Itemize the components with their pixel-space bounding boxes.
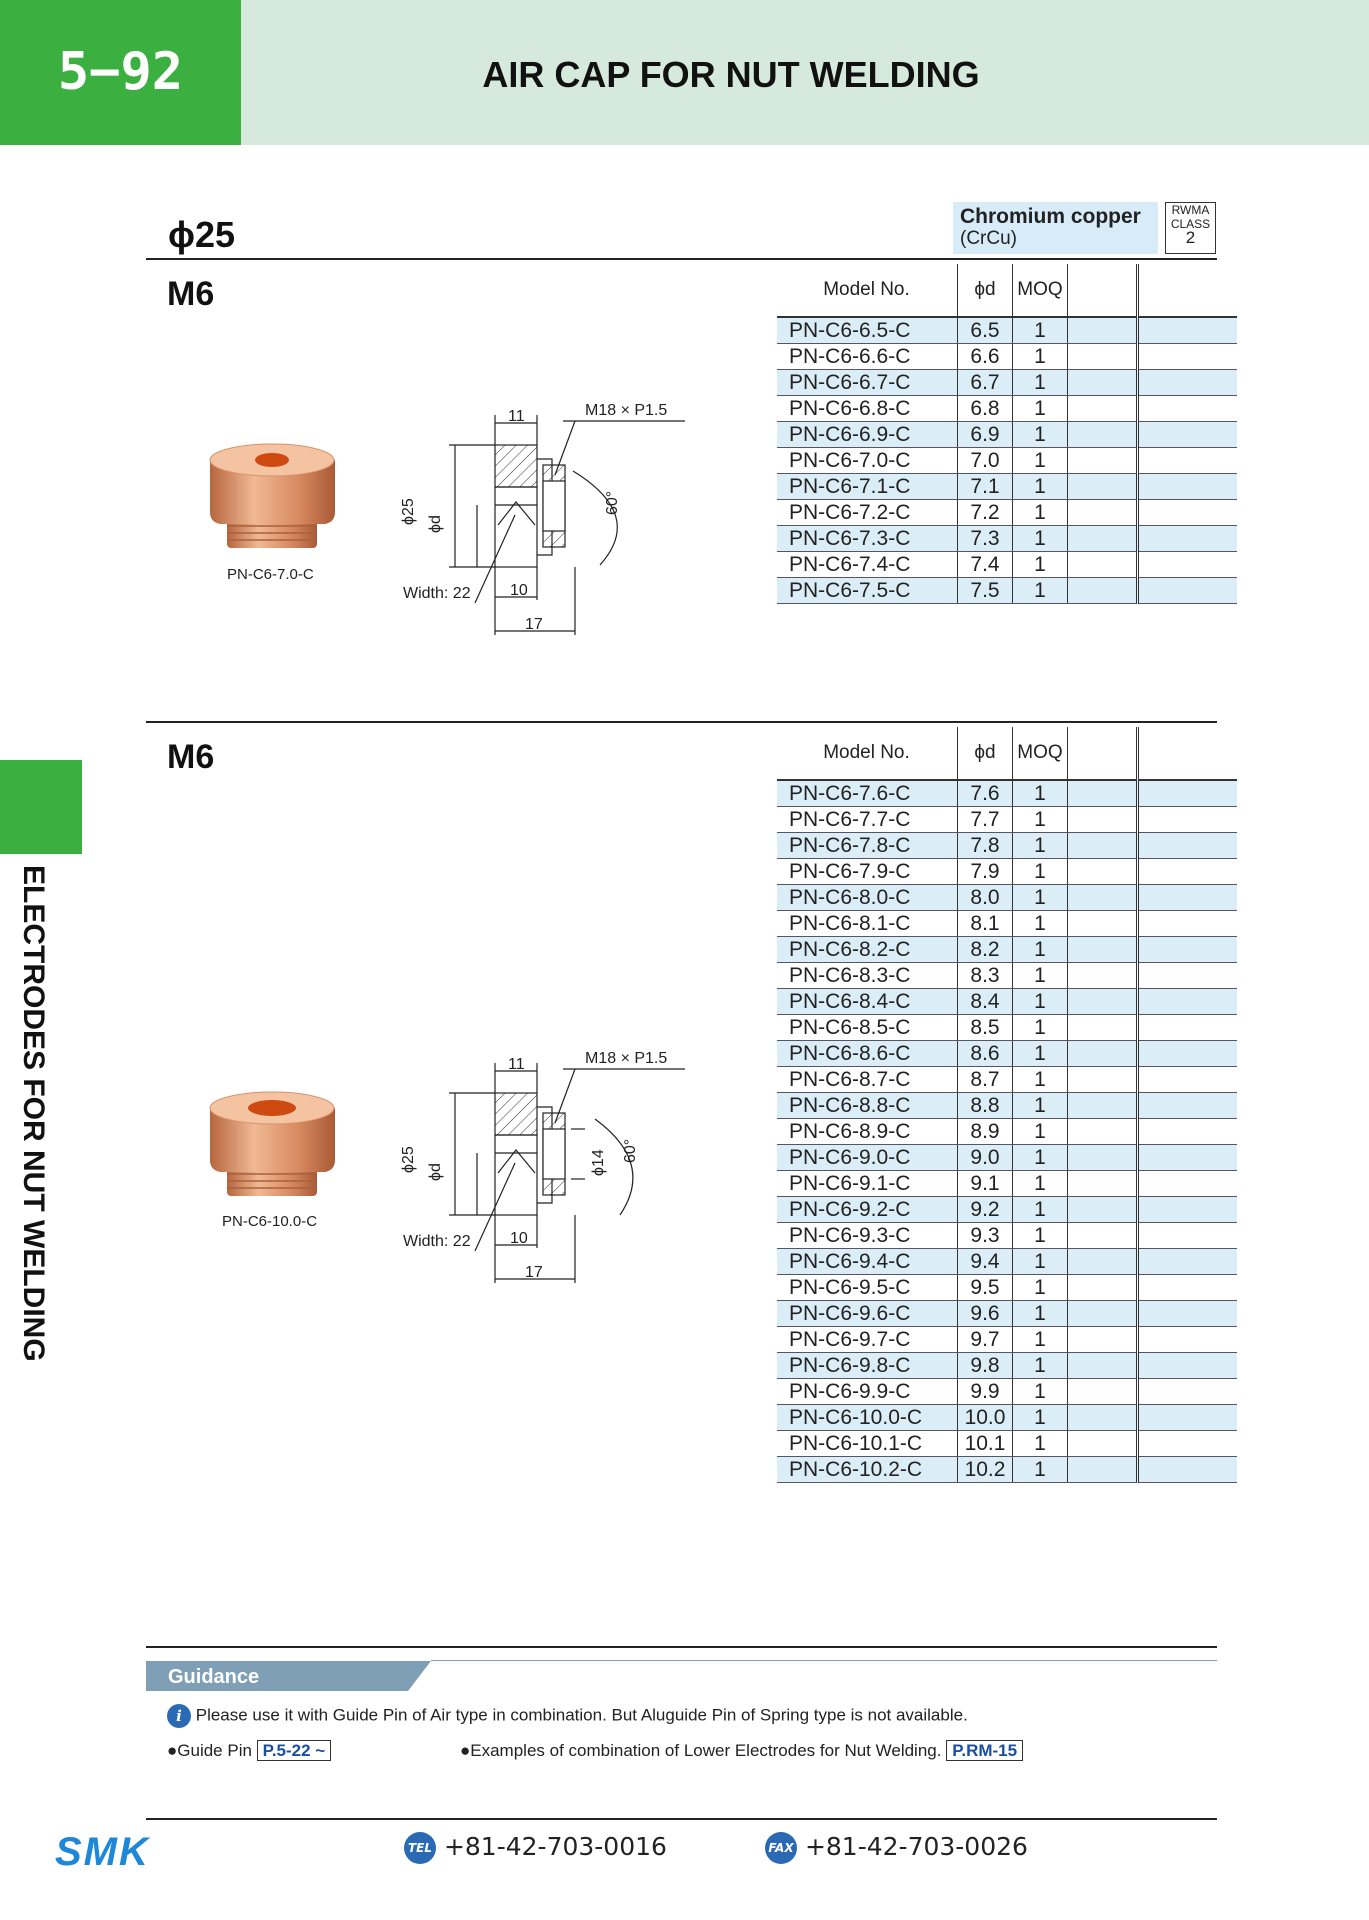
empty-cell — [1138, 1145, 1238, 1171]
empty-cell — [1138, 1405, 1238, 1431]
empty-cell — [1068, 780, 1138, 807]
table-row — [777, 1405, 1237, 1431]
empty-cell — [1138, 1197, 1238, 1223]
guidance-note — [167, 1704, 968, 1728]
model-cell: PN-C6-7.5-C — [777, 578, 958, 604]
side-tab-label: ELECTRODES FOR NUT WELDING — [17, 865, 50, 1362]
empty-cell — [1068, 317, 1138, 344]
empty-cell — [1068, 422, 1138, 448]
spec-table-1 — [777, 264, 1237, 604]
empty-cell — [1138, 911, 1238, 937]
moq-cell: 1 — [1013, 1405, 1068, 1431]
dim-inner-dia: ϕd — [427, 515, 444, 533]
model-cell: PN-C6-6.6-C — [777, 344, 958, 370]
moq-cell: 1 — [1013, 370, 1068, 396]
moq-cell: 1 — [1013, 1145, 1068, 1171]
dim-10: 10 — [510, 582, 528, 599]
model-cell: PN-C6-8.9-C — [777, 1119, 958, 1145]
empty-cell — [1138, 833, 1238, 859]
table-row — [777, 1145, 1237, 1171]
footer-tel — [404, 1832, 667, 1864]
table-row — [777, 578, 1237, 604]
table-row — [777, 1041, 1237, 1067]
model-cell: PN-C6-10.0-C — [777, 1405, 958, 1431]
empty-cell — [1068, 526, 1138, 552]
diameter-cell: 9.3 — [958, 1223, 1013, 1249]
empty-cell — [1138, 344, 1238, 370]
moq-cell: 1 — [1013, 1301, 1068, 1327]
empty-cell — [1068, 833, 1138, 859]
model-cell: PN-C6-7.2-C — [777, 500, 958, 526]
empty-cell — [1068, 1093, 1138, 1119]
model-cell: PN-C6-9.5-C — [777, 1275, 958, 1301]
diameter-cell: 8.2 — [958, 937, 1013, 963]
empty-cell — [1068, 448, 1138, 474]
empty-cell — [1068, 1197, 1138, 1223]
moq-cell: 1 — [1013, 1015, 1068, 1041]
empty-cell — [1138, 1275, 1238, 1301]
empty-cell — [1138, 963, 1238, 989]
page-title: AIR CAP FOR NUT WELDING — [482, 54, 980, 95]
guidance-underline — [431, 1660, 1217, 1661]
table-row — [777, 833, 1237, 859]
col-moq: MOQ — [1013, 727, 1068, 780]
empty-cell — [1068, 911, 1138, 937]
col-empty — [1068, 264, 1138, 317]
diameter-cell: 7.6 — [958, 780, 1013, 807]
table-row — [777, 780, 1237, 807]
moq-cell: 1 — [1013, 885, 1068, 911]
empty-cell — [1138, 1301, 1238, 1327]
diameter-cell: 10.2 — [958, 1457, 1013, 1483]
col-model: Model No. — [777, 264, 958, 317]
empty-cell — [1068, 1301, 1138, 1327]
empty-cell — [1138, 1067, 1238, 1093]
col-empty — [1138, 727, 1238, 780]
diameter-cell: 7.8 — [958, 833, 1013, 859]
empty-cell — [1068, 1223, 1138, 1249]
model-cell: PN-C6-7.1-C — [777, 474, 958, 500]
col-model: Model No. — [777, 727, 958, 780]
dim-17: 17 — [525, 1264, 543, 1281]
empty-cell — [1068, 500, 1138, 526]
page-number: 5−92 — [0, 0, 241, 145]
diameter-cell: 7.0 — [958, 448, 1013, 474]
moq-cell: 1 — [1013, 396, 1068, 422]
table-row — [777, 422, 1237, 448]
table-row — [777, 448, 1237, 474]
model-cell: PN-C6-6.9-C — [777, 422, 958, 448]
rwma-label: RWMA — [1171, 203, 1210, 217]
col-d: ϕd — [958, 727, 1013, 780]
model-cell: PN-C6-7.3-C — [777, 526, 958, 552]
dim-width: Width: 22 — [403, 1233, 471, 1250]
section2-thread: M6 — [167, 738, 215, 776]
fax-icon: FAX — [765, 1832, 797, 1864]
diameter-cell: 7.1 — [958, 474, 1013, 500]
empty-cell — [1068, 885, 1138, 911]
table-row — [777, 937, 1237, 963]
diameter-cell: 8.4 — [958, 989, 1013, 1015]
empty-cell — [1138, 859, 1238, 885]
guide-pin-link[interactable]: P.5-22 ~ — [257, 1740, 332, 1761]
moq-cell: 1 — [1013, 552, 1068, 578]
dim-10: 10 — [510, 1230, 528, 1247]
empty-cell — [1068, 474, 1138, 500]
section1-thread: M6 — [167, 275, 215, 313]
technical-drawing — [395, 385, 695, 645]
empty-cell — [1068, 1249, 1138, 1275]
model-cell: PN-C6-8.2-C — [777, 937, 958, 963]
air-cap-photo — [205, 440, 340, 555]
empty-cell — [1068, 937, 1138, 963]
table-row — [777, 1301, 1237, 1327]
table-row — [777, 1249, 1237, 1275]
moq-cell: 1 — [1013, 1171, 1068, 1197]
empty-cell — [1138, 1457, 1238, 1483]
table-row — [777, 1275, 1237, 1301]
fax-number: +81-42-703-0026 — [804, 1832, 1028, 1861]
empty-cell — [1138, 989, 1238, 1015]
empty-cell — [1138, 1171, 1238, 1197]
diameter-cell: 8.1 — [958, 911, 1013, 937]
moq-cell: 1 — [1013, 1093, 1068, 1119]
moq-cell: 1 — [1013, 1041, 1068, 1067]
empty-cell — [1138, 807, 1238, 833]
table-row — [777, 526, 1237, 552]
guidance-rule — [146, 1646, 1217, 1648]
moq-cell: 1 — [1013, 1067, 1068, 1093]
rwma-class-box — [1165, 202, 1216, 254]
model-cell: PN-C6-6.7-C — [777, 370, 958, 396]
table-row — [777, 859, 1237, 885]
moq-cell: 1 — [1013, 833, 1068, 859]
empty-cell — [1138, 1223, 1238, 1249]
moq-cell: 1 — [1013, 344, 1068, 370]
table-row — [777, 1327, 1237, 1353]
model-cell: PN-C6-8.1-C — [777, 911, 958, 937]
empty-cell — [1068, 1171, 1138, 1197]
empty-cell — [1068, 1457, 1138, 1483]
moq-cell: 1 — [1013, 474, 1068, 500]
diameter-cell: 8.6 — [958, 1041, 1013, 1067]
moq-cell: 1 — [1013, 526, 1068, 552]
model-cell: PN-C6-6.5-C — [777, 317, 958, 344]
col-d: ϕd — [958, 264, 1013, 317]
diameter-cell: 7.3 — [958, 526, 1013, 552]
empty-cell — [1138, 780, 1238, 807]
empty-cell — [1138, 1015, 1238, 1041]
dim-width: Width: 22 — [403, 585, 471, 602]
empty-cell — [1068, 1067, 1138, 1093]
empty-cell — [1138, 1327, 1238, 1353]
col-empty — [1138, 264, 1238, 317]
table-row — [777, 1171, 1237, 1197]
empty-cell — [1138, 1353, 1238, 1379]
empty-cell — [1138, 1041, 1238, 1067]
empty-cell — [1068, 552, 1138, 578]
diameter-cell: 7.7 — [958, 807, 1013, 833]
moq-cell: 1 — [1013, 780, 1068, 807]
examples-ref — [460, 1741, 1023, 1761]
moq-cell: 1 — [1013, 1249, 1068, 1275]
diameter-cell: 8.7 — [958, 1067, 1013, 1093]
diameter-cell: 7.4 — [958, 552, 1013, 578]
model-cell: PN-C6-8.5-C — [777, 1015, 958, 1041]
model-cell: PN-C6-9.3-C — [777, 1223, 958, 1249]
moq-cell: 1 — [1013, 1197, 1068, 1223]
diameter-cell: 8.3 — [958, 963, 1013, 989]
empty-cell — [1138, 885, 1238, 911]
moq-cell: 1 — [1013, 317, 1068, 344]
moq-cell: 1 — [1013, 937, 1068, 963]
moq-cell: 1 — [1013, 1431, 1068, 1457]
table-row — [777, 1093, 1237, 1119]
tel-number: +81-42-703-0016 — [443, 1832, 667, 1861]
material-name: Chromium copper — [960, 205, 1141, 228]
empty-cell — [1068, 1119, 1138, 1145]
empty-cell — [1068, 344, 1138, 370]
model-cell: PN-C6-7.0-C — [777, 448, 958, 474]
examples-label: ●Examples of combination of Lower Electrodes for Nut Welding. — [460, 1741, 942, 1760]
diameter-cell: 9.2 — [958, 1197, 1013, 1223]
guidance-title: Guidance — [168, 1666, 260, 1688]
class-label: CLASS — [1170, 217, 1211, 231]
diameter-cell: 7.9 — [958, 859, 1013, 885]
model-cell: PN-C6-9.1-C — [777, 1171, 958, 1197]
empty-cell — [1068, 1379, 1138, 1405]
moq-cell: 1 — [1013, 1119, 1068, 1145]
dim-outer-dia: ϕ25 — [400, 1146, 417, 1173]
empty-cell — [1138, 1119, 1238, 1145]
table-row — [777, 911, 1237, 937]
table-row — [777, 1457, 1237, 1483]
diameter-cell: 9.4 — [958, 1249, 1013, 1275]
table-row — [777, 396, 1237, 422]
table-row — [777, 552, 1237, 578]
diameter-cell: 7.5 — [958, 578, 1013, 604]
model-cell: PN-C6-8.8-C — [777, 1093, 958, 1119]
model-cell: PN-C6-9.2-C — [777, 1197, 958, 1223]
model-cell: PN-C6-8.0-C — [777, 885, 958, 911]
diameter-cell: 9.6 — [958, 1301, 1013, 1327]
examples-link[interactable]: P.RM-15 — [946, 1740, 1023, 1761]
guidance-note-text: Please use it with Guide Pin of Air type in combination. But Aluguide Pin of Spring type is not available. — [195, 1705, 968, 1725]
guide-pin-label: ●Guide Pin — [167, 1741, 252, 1760]
table-row — [777, 1379, 1237, 1405]
empty-cell — [1138, 422, 1238, 448]
empty-cell — [1068, 1405, 1138, 1431]
table-row — [777, 474, 1237, 500]
info-icon: i — [167, 1704, 191, 1728]
table-row — [777, 370, 1237, 396]
table-row — [777, 989, 1237, 1015]
diameter-cell: 7.2 — [958, 500, 1013, 526]
empty-cell — [1068, 1145, 1138, 1171]
empty-cell — [1138, 500, 1238, 526]
footer-rule — [146, 1818, 1217, 1820]
material-formula: (CrCu) — [960, 228, 1017, 249]
empty-cell — [1138, 1093, 1238, 1119]
model-cell: PN-C6-7.7-C — [777, 807, 958, 833]
empty-cell — [1068, 989, 1138, 1015]
table-row — [777, 1431, 1237, 1457]
company-logo: SMK — [55, 1830, 150, 1874]
moq-cell: 1 — [1013, 578, 1068, 604]
diameter-cell: 10.0 — [958, 1405, 1013, 1431]
model-cell: PN-C6-7.8-C — [777, 833, 958, 859]
diameter-cell: 9.5 — [958, 1275, 1013, 1301]
moq-cell: 1 — [1013, 911, 1068, 937]
moq-cell: 1 — [1013, 500, 1068, 526]
diameter-cell: 8.8 — [958, 1093, 1013, 1119]
section-rule — [146, 721, 1217, 723]
diameter-cell: 6.6 — [958, 344, 1013, 370]
table-row — [777, 885, 1237, 911]
dim-angle: 60° — [604, 490, 621, 515]
table-row — [777, 807, 1237, 833]
moq-cell: 1 — [1013, 1327, 1068, 1353]
model-cell: PN-C6-8.4-C — [777, 989, 958, 1015]
model-cell: PN-C6-10.1-C — [777, 1431, 958, 1457]
empty-cell — [1138, 370, 1238, 396]
diameter-cell: 9.1 — [958, 1171, 1013, 1197]
moq-cell: 1 — [1013, 422, 1068, 448]
dim-17: 17 — [525, 616, 543, 633]
dim-top: 11 — [508, 1056, 525, 1073]
model-cell: PN-C6-9.7-C — [777, 1327, 958, 1353]
model-cell: PN-C6-6.8-C — [777, 396, 958, 422]
empty-cell — [1138, 474, 1238, 500]
moq-cell: 1 — [1013, 1353, 1068, 1379]
moq-cell: 1 — [1013, 859, 1068, 885]
class-value: 2 — [1185, 228, 1196, 247]
empty-cell — [1138, 317, 1238, 344]
empty-cell — [1138, 526, 1238, 552]
model-cell: PN-C6-7.9-C — [777, 859, 958, 885]
photo-caption: PN-C6-10.0-C — [222, 1213, 318, 1230]
diameter-cell: 6.9 — [958, 422, 1013, 448]
empty-cell — [1068, 1015, 1138, 1041]
guide-pin-ref — [167, 1741, 331, 1761]
empty-cell — [1068, 1327, 1138, 1353]
col-moq: MOQ — [1013, 264, 1068, 317]
empty-cell — [1138, 1431, 1238, 1457]
table-row — [777, 1119, 1237, 1145]
table-row — [777, 500, 1237, 526]
technical-drawing — [395, 1033, 695, 1293]
model-cell: PN-C6-9.4-C — [777, 1249, 958, 1275]
moq-cell: 1 — [1013, 1275, 1068, 1301]
dim-inner-dia: ϕd — [427, 1163, 444, 1181]
empty-cell — [1138, 552, 1238, 578]
empty-cell — [1068, 396, 1138, 422]
footer-fax — [765, 1832, 1028, 1864]
empty-cell — [1068, 578, 1138, 604]
empty-cell — [1138, 396, 1238, 422]
diameter-cell: 6.5 — [958, 317, 1013, 344]
moq-cell: 1 — [1013, 1223, 1068, 1249]
empty-cell — [1068, 807, 1138, 833]
model-cell: PN-C6-10.2-C — [777, 1457, 958, 1483]
table-row — [777, 1353, 1237, 1379]
empty-cell — [1138, 937, 1238, 963]
table-row — [777, 1197, 1237, 1223]
empty-cell — [1068, 1353, 1138, 1379]
guidance-banner — [146, 1661, 431, 1691]
model-cell: PN-C6-7.4-C — [777, 552, 958, 578]
diameter-cell: 6.8 — [958, 396, 1013, 422]
dim-bore-dia: ϕ14 — [590, 1149, 607, 1176]
moq-cell: 1 — [1013, 1457, 1068, 1483]
empty-cell — [1068, 370, 1138, 396]
model-cell: PN-C6-8.6-C — [777, 1041, 958, 1067]
diameter-heading: ϕ25 — [168, 214, 236, 255]
dim-thread: M18 × P1.5 — [585, 402, 668, 419]
empty-cell — [1068, 1431, 1138, 1457]
empty-cell — [1068, 859, 1138, 885]
col-empty — [1068, 727, 1138, 780]
table-row — [777, 1067, 1237, 1093]
model-cell: PN-C6-8.3-C — [777, 963, 958, 989]
empty-cell — [1138, 578, 1238, 604]
diameter-cell: 8.9 — [958, 1119, 1013, 1145]
empty-cell — [1138, 1379, 1238, 1405]
table-row — [777, 963, 1237, 989]
dim-outer-dia: ϕ25 — [400, 498, 417, 525]
moq-cell: 1 — [1013, 989, 1068, 1015]
diameter-cell: 6.7 — [958, 370, 1013, 396]
diameter-cell: 9.8 — [958, 1353, 1013, 1379]
spec-table-2 — [777, 727, 1237, 1483]
model-cell: PN-C6-9.9-C — [777, 1379, 958, 1405]
air-cap-photo — [205, 1088, 340, 1203]
empty-cell — [1138, 1249, 1238, 1275]
diameter-cell: 8.5 — [958, 1015, 1013, 1041]
dim-thread: M18 × P1.5 — [585, 1050, 668, 1067]
model-cell: PN-C6-7.6-C — [777, 780, 958, 807]
moq-cell: 1 — [1013, 1379, 1068, 1405]
diameter-cell: 10.1 — [958, 1431, 1013, 1457]
photo-caption: PN-C6-7.0-C — [227, 566, 314, 583]
diameter-cell: 9.9 — [958, 1379, 1013, 1405]
moq-cell: 1 — [1013, 807, 1068, 833]
diameter-cell: 9.7 — [958, 1327, 1013, 1353]
phone-icon: TEL — [404, 1832, 436, 1864]
moq-cell: 1 — [1013, 963, 1068, 989]
section-rule — [146, 258, 1217, 260]
moq-cell: 1 — [1013, 448, 1068, 474]
empty-cell — [1068, 1275, 1138, 1301]
empty-cell — [1138, 448, 1238, 474]
dim-angle: 60° — [622, 1138, 639, 1163]
dim-top: 11 — [508, 408, 525, 425]
table-row — [777, 1015, 1237, 1041]
model-cell: PN-C6-9.0-C — [777, 1145, 958, 1171]
table-row — [777, 344, 1237, 370]
empty-cell — [1068, 963, 1138, 989]
table-row — [777, 317, 1237, 344]
empty-cell — [1068, 1041, 1138, 1067]
table-row — [777, 1223, 1237, 1249]
model-cell: PN-C6-9.6-C — [777, 1301, 958, 1327]
model-cell: PN-C6-9.8-C — [777, 1353, 958, 1379]
diameter-cell: 9.0 — [958, 1145, 1013, 1171]
model-cell: PN-C6-8.7-C — [777, 1067, 958, 1093]
diameter-cell: 8.0 — [958, 885, 1013, 911]
side-tab-marker — [0, 760, 82, 854]
